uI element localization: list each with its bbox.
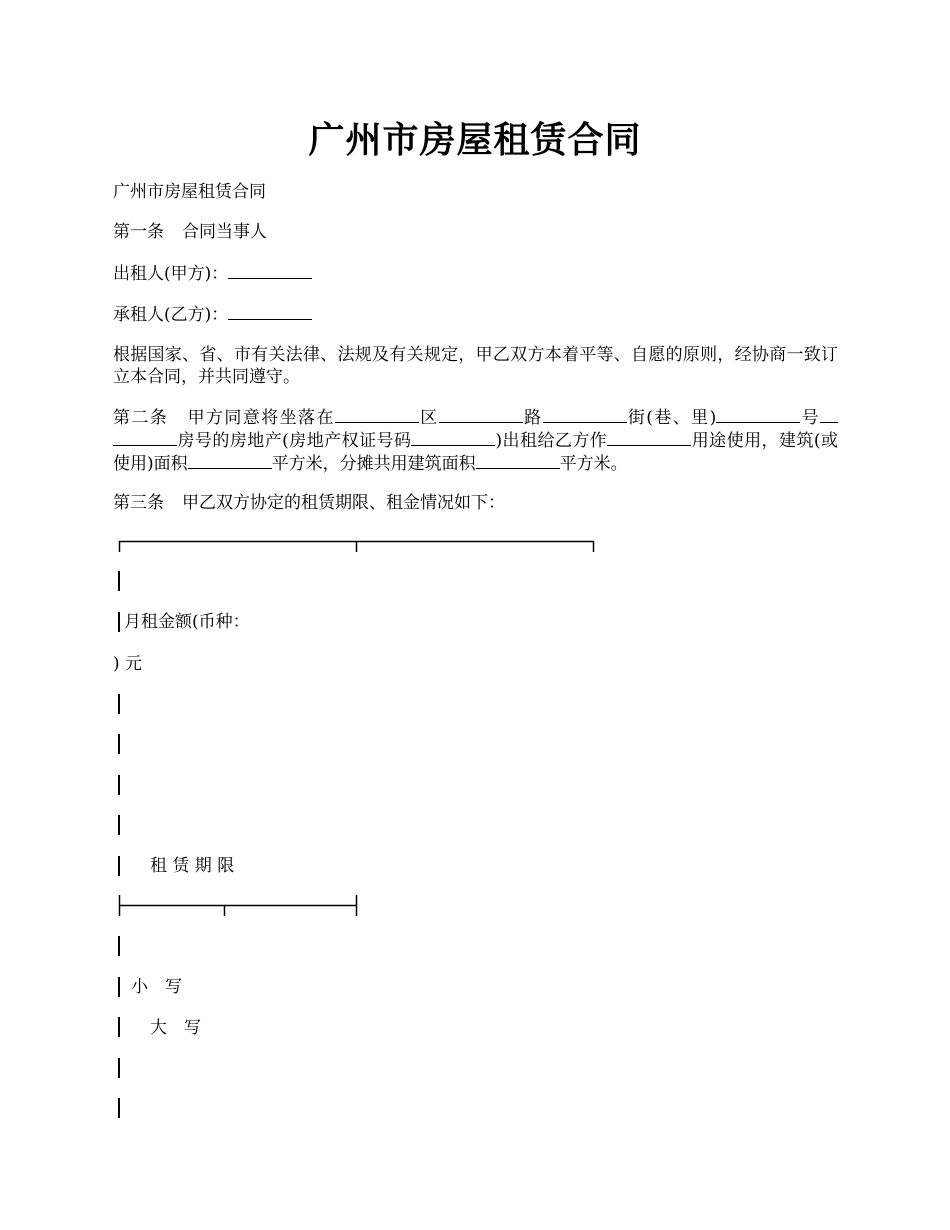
table-border <box>118 612 120 632</box>
article-2-text: 平方米。 <box>559 454 628 474</box>
uppercase-amount-label: 大 写 <box>150 1018 201 1038</box>
article-2-heading: 第二条 <box>113 408 169 428</box>
lowercase-amount-label: 小 写 <box>131 977 182 997</box>
article-3-text: 甲乙双方协定的租赁期限、租金情况如下： <box>182 493 505 513</box>
table-border <box>118 694 120 714</box>
currency-unit: ) 元 <box>113 654 143 674</box>
article-2-text: )出租给乙方作 <box>495 431 608 451</box>
table-border <box>118 734 120 754</box>
table-border <box>118 571 120 591</box>
table-border <box>118 815 120 835</box>
table-border <box>118 1017 120 1037</box>
preamble-paragraph: 根据国家、省、市有关法律、法规及有关规定，甲乙双方本着平等、自愿的原则，经协商一致订立本合同，并共同遵守。 <box>113 345 838 387</box>
table-border <box>118 856 120 876</box>
lessee-label: 承租人(乙方)： <box>113 305 229 325</box>
article-2-text: 街(巷、里) <box>626 408 717 428</box>
article-2-text: 房号的房地产(房地产权证号码 <box>177 431 412 451</box>
lease-term-label: 租 赁 期 限 <box>150 856 235 876</box>
document-subtitle: 广州市房屋租赁合同 <box>113 182 266 202</box>
article-2-text: 用途使用，建筑(或使用)面积 <box>113 431 838 474</box>
table-border <box>118 1058 120 1078</box>
article-1-heading: 第一条 <box>113 222 164 242</box>
article-2-text: 路 <box>522 408 543 428</box>
table-border <box>118 775 120 795</box>
document-title: 广州市房屋租赁合同 <box>308 119 642 161</box>
article-2-text: 区 <box>418 408 439 428</box>
article-2-text: 甲方同意将坐落在 <box>186 408 335 428</box>
article-2-text: 平方米，分摊共用建筑面积 <box>271 454 476 474</box>
table-border <box>118 1098 120 1118</box>
article-3-heading: 第三条 <box>113 493 164 513</box>
table-border <box>118 936 120 956</box>
lessor-label: 出租人(甲方)： <box>113 264 229 284</box>
article-1-text: 合同当事人 <box>182 222 267 242</box>
article-2-text: 号 <box>800 408 821 428</box>
monthly-rent-label: 月租金额(币种： <box>124 612 250 632</box>
table-border <box>118 977 120 997</box>
